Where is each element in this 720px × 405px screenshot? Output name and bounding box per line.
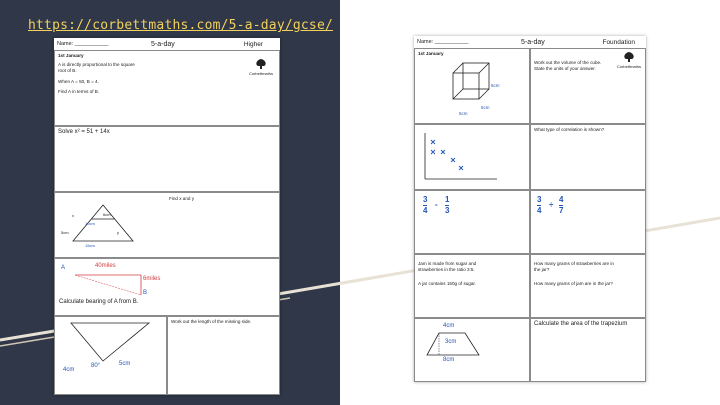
foundation-worksheet [414,36,646,382]
question-text: strawberries in the ratio 3:5. [418,267,475,272]
logo-text: Corbettmaths [616,64,641,69]
corbettmaths-logo [249,59,273,77]
higher-worksheet [54,38,280,395]
worksheet-title: 5-a-day [151,41,175,48]
question-cell-3-a [414,190,530,254]
distance-label: 6miles [143,276,161,282]
question-cell-3-b [530,190,646,254]
question-text: root of B. [58,68,77,73]
scatter-graph [421,131,501,185]
fraction-c: 3 4 [537,195,542,215]
question-text: the jar? [534,267,550,272]
date-label: 1st January [58,53,84,58]
diagram-label: 4cm [443,323,455,329]
diagram-label: 5cm [119,361,131,367]
question-text: Work out the volume of the cube. [534,60,602,65]
similar-triangles-diagram [65,203,135,251]
diagram-label: 8cm [443,357,455,363]
diagram-label: 5cm [61,230,69,235]
question-cell-5-diagram [414,318,530,382]
question-cell-5-text [167,316,280,395]
question-cell-4-left [414,254,530,318]
tree-icon [255,59,267,69]
corbettmaths-url-link[interactable]: https://corbettmaths.com/5-a-day/gcse/ [28,18,334,33]
fraction-b: 1 3 [445,195,450,215]
question-text: Calculate bearing of A from B. [59,299,139,305]
worksheet-title: 5-a-day [521,39,545,46]
diagram-label: 10cm [85,221,95,226]
question-text: State the units of your answer. [534,66,596,71]
question-cell-5-text [530,318,646,382]
question-cell-2 [54,126,280,192]
worksheet-level: Foundation [602,39,635,46]
tree-icon [623,52,635,62]
fraction-d: 4 7 [559,195,564,215]
trapezium-diagram [421,331,485,359]
name-field-label: Name: ___________ [57,41,109,47]
question-cell-5-diagram [54,316,167,395]
diagram-label: 4cm [63,367,75,373]
question-text: How many grams of jam are in the jar? [534,281,613,286]
worksheet-level: Higher [243,41,263,48]
point-a-label: A [61,265,66,271]
question-text: Solve x² = 51 + 14x [58,129,110,135]
diagram-label: x [72,213,74,218]
diagram-label: 80° [91,363,101,369]
diagram-label: 15cm [85,243,95,248]
question-text: Calculate the area of the trapezium [534,321,628,327]
question-cell-1 [54,50,280,126]
distance-label: 40miles [95,263,116,269]
question-text: Work out the length of the missing side. [171,319,252,324]
question-text: Find A in terms of B. [58,89,100,94]
triangle-diagram [59,321,161,365]
question-cell-4 [54,258,280,316]
diagram-label: 5cm [491,83,500,88]
question-text: When A = 50, B = 4. [58,79,99,84]
question-text: What type of correlation is shown? [534,127,605,132]
diagram-label: 5cm [481,105,490,110]
diagram-label: 3cm [445,339,457,345]
diagram-label: 6cm [103,212,111,217]
question-text: Find x and y [169,196,195,201]
question-text: Jam is made from sugar and [418,261,477,266]
operator-minus: - [435,200,438,209]
diagram-label: y [117,230,119,235]
question-cell-1-text [530,48,646,124]
question-text: A jar contains 150g of sugar. [418,281,476,286]
operator-divide: ÷ [549,200,554,209]
question-cell-2-diagram [414,124,530,190]
corbettmaths-logo [617,52,641,70]
name-field-label: Name: ___________ [417,39,469,45]
worksheet-header [417,38,643,48]
bearing-diagram [69,269,149,303]
question-cell-4-right [530,254,646,318]
diagram-label: 5cm [459,111,468,116]
question-text: A is directly proportional to the square [58,62,135,67]
question-cell-3 [54,192,280,258]
question-cell-2-text [530,124,646,190]
question-cell-1-diagram [414,48,530,124]
question-text: How many grams of strawberries are in [534,261,614,266]
point-b-label: B [143,290,148,296]
fraction-a: 3 4 [423,195,428,215]
date-label: 1st January [418,51,444,56]
cube-diagram [451,61,491,101]
logo-text: Corbettmaths [248,71,273,76]
worksheet-header [57,40,277,50]
